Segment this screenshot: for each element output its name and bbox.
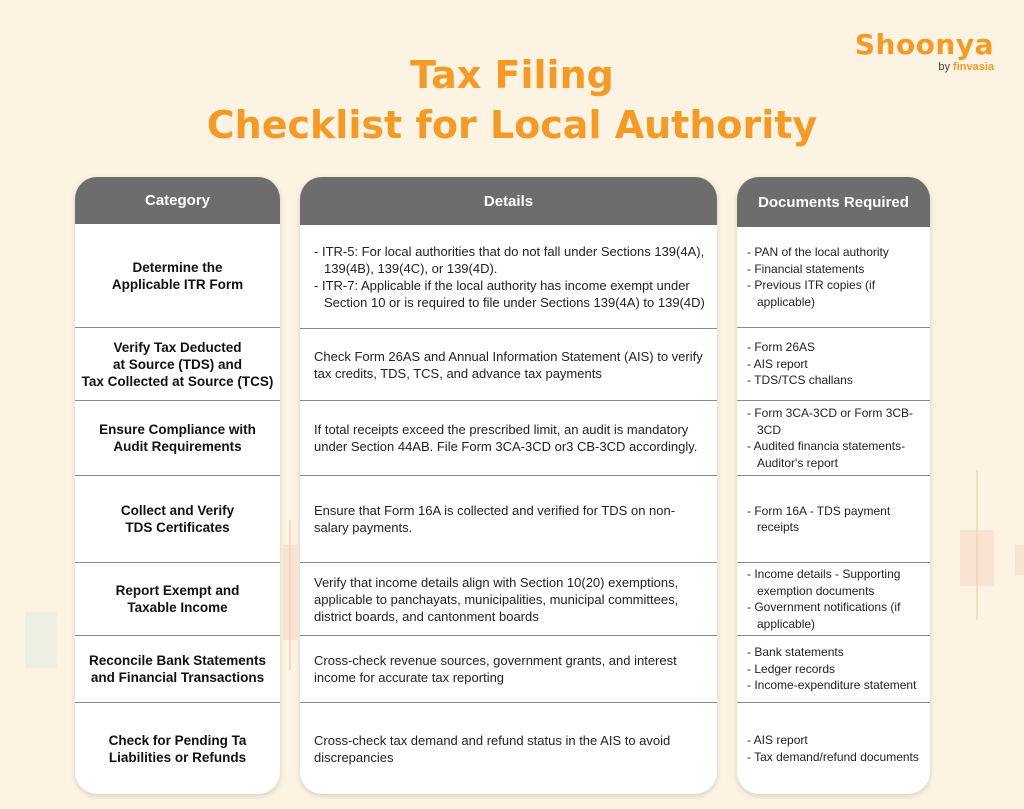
category-cell: Check for Pending Ta Liabilities or Refunds <box>108 732 247 765</box>
decor-wick <box>976 470 978 620</box>
category-column <box>75 177 280 794</box>
details-item: - ITR-7: Applicable if the local authority has income exempt under Section 10 or is required to file under Sections 139(4A) to 139(4D) <box>314 277 709 311</box>
documents-cell <box>737 227 930 328</box>
details-cell: Check Form 26AS and Annual Information Statement (AIS) to verify tax credits, TDS, TCS, and advance tax payments <box>300 329 717 401</box>
documents-cell <box>737 703 930 794</box>
document-item: - Income details - Supporting exemption documents <box>747 566 926 599</box>
document-item: - TDS/TCS challans <box>747 372 853 389</box>
documents-list <box>747 405 926 471</box>
document-item: - Ledger records <box>747 661 916 678</box>
details-list <box>314 243 709 311</box>
brand-by: by <box>938 61 950 73</box>
document-item: - Bank statements <box>747 644 916 661</box>
document-item: - Form 26AS <box>747 339 853 356</box>
document-item: - Tax demand/refund documents <box>747 749 919 766</box>
document-item: - Form 3CA-3CD or Form 3CB-3CD <box>747 405 926 438</box>
documents-list <box>747 732 919 765</box>
page-title-line-1: Tax Filing <box>410 53 614 97</box>
details-cell <box>300 225 717 329</box>
document-item: - Income-expenditure statement <box>747 677 916 694</box>
documents-cell <box>737 401 930 476</box>
details-column <box>300 177 717 794</box>
category-header: Category <box>75 177 280 224</box>
document-item: - Financial statements <box>747 261 926 278</box>
decor-candle <box>1015 545 1024 575</box>
brand-name: Shoonya <box>854 28 994 61</box>
details-cell: Verify that income details align with Section 10(20) exemptions, applicable to panchayats, municipalities, municipal committees, district boards, and cantonment boards <box>300 563 717 636</box>
details-cell: Ensure that Form 16A is collected and verified for TDS on non-salary payments. <box>300 476 717 563</box>
category-cell: Ensure Compliance with Audit Requirements <box>75 401 280 476</box>
documents-column <box>737 177 930 794</box>
document-item: - Audited financia statements- Auditor's report <box>747 438 926 471</box>
details-cell: If total receipts exceed the prescribed limit, an audit is mandatory under Section 44AB. File Form 3CA-3CD or3 CB-3CD accordingly. <box>300 401 717 476</box>
category-cell: Determine the Applicable ITR Form <box>75 224 280 328</box>
document-item: - PAN of the local authority <box>747 244 926 261</box>
details-cell: Cross-check revenue sources, government grants, and interest income for accurate tax reporting <box>300 636 717 703</box>
document-item: - AIS report <box>747 732 919 749</box>
document-item: - Previous ITR copies (if applicable) <box>747 277 926 310</box>
document-item: - Form 16A - TDS payment receipts <box>747 503 926 536</box>
documents-list <box>747 566 926 632</box>
category-cell: Collect and Verify TDS Certificates <box>75 476 280 563</box>
documents-list <box>747 503 926 536</box>
category-cell: Report Exempt and Taxable Income <box>75 563 280 636</box>
documents-cell <box>737 636 930 703</box>
decor-wick <box>289 520 291 670</box>
page-title-line-2: Checklist for Local Authority <box>206 103 818 147</box>
documents-cell <box>737 476 930 563</box>
details-cell: Cross-check tax demand and refund status in the AIS to avoid discrepancies <box>314 732 671 765</box>
documents-header: Documents Required <box>737 177 930 227</box>
category-cell: Reconcile Bank Statements and Financial Transactions <box>75 636 280 703</box>
details-header: Details <box>300 177 717 225</box>
document-item: - Government notifications (if applicable) <box>747 599 926 632</box>
details-item: - ITR-5: For local authorities that do not fall under Sections 139(4A), 139(4B), 139(4C), or 139(4D). <box>314 243 709 277</box>
decor-candle <box>25 612 57 668</box>
category-cell: Verify Tax Deducted at Source (TDS) and Tax Collected at Source (TCS) <box>75 328 280 401</box>
document-item: - AIS report <box>747 356 853 373</box>
documents-cell <box>737 563 930 636</box>
documents-list <box>747 339 853 389</box>
documents-list <box>747 244 926 310</box>
documents-cell <box>737 328 930 401</box>
brand-company: finvasia <box>953 61 994 73</box>
documents-list <box>747 644 916 694</box>
